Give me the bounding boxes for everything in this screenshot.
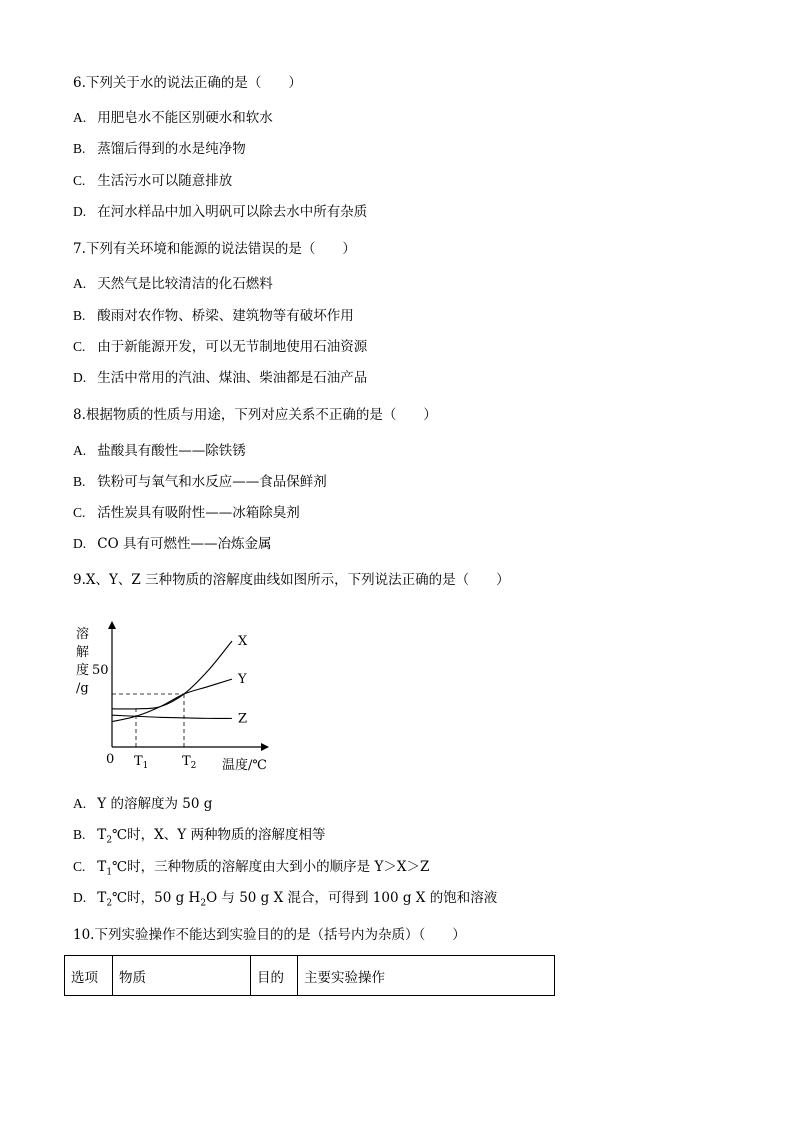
q9-option-d[interactable] xyxy=(73,889,497,913)
option-label: B. xyxy=(73,827,86,842)
q6-option-b[interactable] xyxy=(73,140,246,158)
q7-stem: 7.下列有关环境和能源的说法错误的是（ ） xyxy=(73,241,356,257)
y-axis-label-char: 溶 xyxy=(76,627,90,642)
option-text: 生活中常用的汽油、煤油、柴油都是石油产品 xyxy=(97,370,368,386)
option-label: B. xyxy=(73,474,86,489)
option-label: D. xyxy=(73,536,87,551)
q7-option-c[interactable] xyxy=(73,338,367,356)
q10-stem: 10.下列实验操作不能达到实验目的的是（括号内为杂质）（ ） xyxy=(73,927,466,943)
option-text: 蒸馏后得到的水是纯净物 xyxy=(97,141,246,157)
option-text: 生活污水可以随意排放 xyxy=(97,173,233,189)
option-text: 天然气是比较清洁的化石燃料 xyxy=(97,276,273,292)
option-text: 酸雨对农作物、桥梁、建筑物等有破坏作用 xyxy=(97,308,354,324)
option-text: $T_2℃$时，X、Y 两种物质的溶解度相等 xyxy=(97,827,326,846)
y-tick-label: 50 xyxy=(92,663,109,678)
origin-label: 0 xyxy=(106,752,115,767)
y-axis-label-char: 解 xyxy=(76,645,90,660)
option-label: A. xyxy=(73,796,87,811)
option-label: A. xyxy=(73,443,87,458)
option-text: $T_1℃$时，三种物质的溶解度由大到小的顺序是 Y＞X＞Z xyxy=(97,859,430,878)
option-label: B. xyxy=(73,141,86,156)
q8-option-b[interactable] xyxy=(73,473,327,491)
q8-stem: 8.根据物质的性质与用途，下列对应关系不正确的是（ ） xyxy=(73,407,437,423)
option-label: A. xyxy=(73,110,87,125)
series-label-x: X xyxy=(238,634,248,649)
experiment-table xyxy=(64,955,555,996)
series-label-z: Z xyxy=(238,711,248,727)
option-text: 在河水样品中加入明矾可以除去水中所有杂质 xyxy=(97,204,368,220)
q9-option-b[interactable] xyxy=(73,826,325,850)
q8-option-a[interactable] xyxy=(73,442,246,460)
q6-option-d[interactable] xyxy=(73,203,367,221)
q7-option-a[interactable] xyxy=(73,275,273,293)
table-header-cell: 物质 xyxy=(113,956,251,996)
option-text: 铁粉可与氧气和水反应——食品保鲜剂 xyxy=(97,474,327,490)
option-label: D. xyxy=(73,370,87,385)
option-label: C. xyxy=(73,859,86,874)
table-header-cell: 选项 xyxy=(65,956,113,996)
option-text: $T_2℃$时，50 g $H_2O$ 与 50 g X 混合，可得到 100 g X 的饱和溶液 xyxy=(97,890,498,909)
table-header-cell: 主要实验操作 xyxy=(298,956,555,996)
q9-stem: 9.X、Y、Z 三种物质的溶解度曲线如图所示，下列说法正确的是（ ） xyxy=(73,572,510,588)
option-text: 用肥皂水不能区别硬水和软水 xyxy=(97,110,273,126)
table-header-cell: 目的 xyxy=(251,956,298,996)
option-label: C. xyxy=(73,173,86,188)
q9-option-a[interactable] xyxy=(73,795,212,813)
q9-option-c[interactable] xyxy=(73,858,429,882)
option-text: CO 具有可燃性——冶炼金属 xyxy=(97,536,272,552)
option-text: 由于新能源开发，可以无节制地使用石油资源 xyxy=(97,339,368,355)
x-axis-label: 温度/℃ xyxy=(222,758,267,773)
solubility-chart xyxy=(70,612,290,777)
option-label: D. xyxy=(73,204,87,219)
series-line-y xyxy=(112,679,232,721)
q6-option-a[interactable] xyxy=(73,109,273,127)
option-label: C. xyxy=(73,339,86,354)
table-header-row xyxy=(65,956,555,996)
option-text: 盐酸具有酸性——除铁锈 xyxy=(97,443,246,459)
x-tick-T1: $T_1$ xyxy=(134,754,149,771)
option-text: Y 的溶解度为 50 g xyxy=(97,796,213,812)
option-label: B. xyxy=(73,308,86,323)
option-label: C. xyxy=(73,505,86,520)
y-axis-unit: /g xyxy=(76,681,89,696)
q8-option-c[interactable] xyxy=(73,504,300,522)
q6-stem: 6.下列关于水的说法正确的是（ ） xyxy=(73,75,302,91)
option-label: D. xyxy=(73,890,87,905)
q7-option-b[interactable] xyxy=(73,307,354,325)
series-label-y: Y xyxy=(238,672,247,688)
x-tick-T2: $T_2$ xyxy=(182,754,197,771)
y-axis-label-char: 度 xyxy=(76,663,90,678)
option-text: 活性炭具有吸附性——冰箱除臭剂 xyxy=(97,505,300,521)
option-label: A. xyxy=(73,276,87,291)
q6-option-c[interactable] xyxy=(73,172,232,190)
series-line-x xyxy=(112,641,232,709)
q7-option-d[interactable] xyxy=(73,369,367,387)
q8-option-d[interactable] xyxy=(73,535,272,553)
